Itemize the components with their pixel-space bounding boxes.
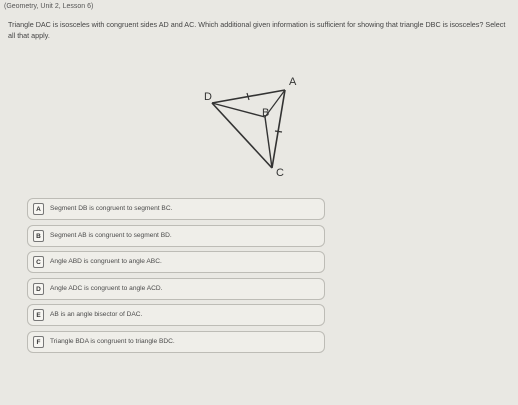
segment-BC <box>265 117 272 168</box>
option-text: Angle ADC is congruent to angle ACD. <box>50 284 163 292</box>
option-letter: E <box>33 309 44 321</box>
option-a[interactable] <box>27 198 325 220</box>
option-text: AB is an angle bisector of DAC. <box>50 311 143 318</box>
tick-AC <box>275 131 282 132</box>
question-text: Triangle DAC is isosceles with congruent sides AD and AC. Which additional given information is sufficient for showing that triangle DBC is isosceles? Select all that apply. <box>8 20 506 40</box>
option-letter: B <box>33 230 44 242</box>
lesson-header: (Geometry, Unit 2, Lesson 6) <box>4 3 94 10</box>
label-D: D <box>204 91 212 103</box>
segment-DB <box>212 103 265 117</box>
option-text: Segment DB is congruent to segment BC. <box>50 205 173 212</box>
option-b[interactable] <box>27 225 325 247</box>
option-text: Segment AB is congruent to segment BD. <box>50 231 172 239</box>
label-C: C <box>276 167 284 179</box>
option-f[interactable] <box>27 331 325 353</box>
option-letter: C <box>33 256 44 268</box>
option-e[interactable] <box>27 304 325 326</box>
option-letter: F <box>33 336 44 348</box>
option-d[interactable] <box>27 278 325 300</box>
option-c[interactable] <box>27 251 325 273</box>
option-text: Triangle BDA is congruent to triangle BDC. <box>50 337 175 345</box>
label-A: A <box>289 76 297 88</box>
option-letter: A <box>33 203 44 215</box>
segment-AC <box>272 90 285 168</box>
label-B: B <box>262 107 270 119</box>
option-letter: D <box>33 283 44 295</box>
answer-options <box>27 198 325 357</box>
triangle-figure <box>200 70 310 180</box>
option-text: Angle ABD is congruent to angle ABC. <box>50 258 162 265</box>
